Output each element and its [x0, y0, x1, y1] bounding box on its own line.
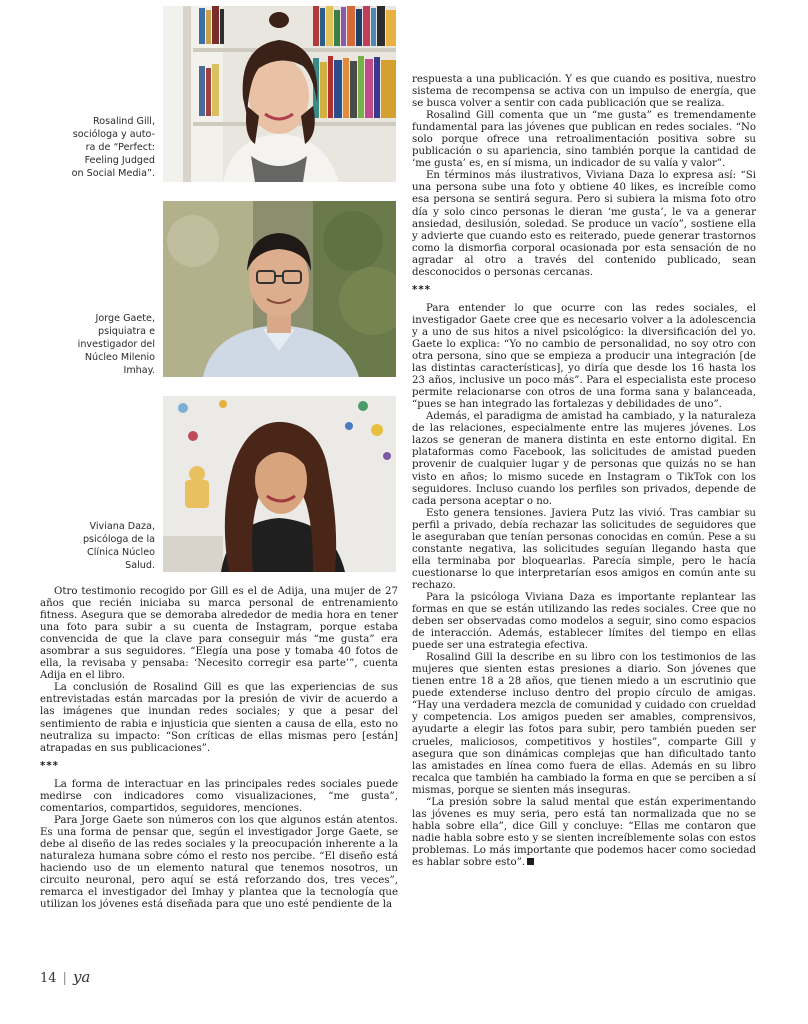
paragraph: respuesta a una publicación. Y es que cuando es positiva, nuestro sistema de recompensa se activa con un impulso de energía, que se busca volver a sentir con cada publicación que se realiza.: [412, 74, 756, 110]
paragraph: Para Jorge Gaete son números con los que algunos están atentos. Es una forma de pensar que, según el investigador Jorge Gaete, se debe al diseño de las redes sociales y la preocupación inherente a la naturaleza humana sobre cómo el resto nos percibe. “El diseño está haciendo uso de un elemento natural que tenemos nosotros, un circuito neuronal, pero aquí se está reforzando dos, tres veces”, remarca el investigador del Imhay y plantea que la tecnología que utilizan los jóvenes está diseñada para que uno esté pendiente de la: [40, 814, 398, 911]
footer-divider: |: [62, 971, 67, 986]
paragraph-final: [412, 797, 756, 869]
caption-rosalind-gill: Rosalind Gill, socióloga y auto- ra de “Perfect: Feeling Judged on Social Media”.: [71, 116, 155, 179]
photo-viviana-daza: [163, 396, 396, 572]
paragraph: Rosalind Gill comenta que un “me gusta” es tremendamente fundamental para las jóvenes que publican en redes sociales. “No solo porque ofrece una retroalimentación positiva sobre su publicación o su apariencia, sino también porque la cantidad de ‘me gusta’ es, en sí misma, un indicador de su valía y valor”.: [412, 110, 756, 170]
paragraph: Para entender lo que ocurre con las redes sociales, el investigador Gaete cree que es necesario volver a la adolescencia y a uno de sus hitos a nivel psicológico: la diversificación del yo. Gaete lo explica: “Yo no cambio de personalidad, no soy otro con otra persona, sino que se empieza a producir una integración [de las distintas características], yo diría que desde los 16 hasta los 23 años, inclusive un poco más”. Para el especialista este proceso permite relacionarse con otros de una forma sana y balanceada, “pues se han integrado las fortalezas y debilidades de uno”.: [412, 302, 756, 411]
end-mark-icon: [527, 858, 534, 865]
photo-rosalind-gill: [163, 6, 396, 182]
page-footer: [40, 968, 90, 986]
photo-jorge-gaete: [163, 201, 396, 377]
article-right-column: [412, 74, 756, 869]
paragraph: Rosalind Gill la describe en su libro con los testimonios de las mujeres que sienten estas presiones a diario. Son jóvenes que tienen entre 18 a 28 años, que tienen miedo a un escrutinio que puede extenderse incluso dentro del propio círculo de amigas. “Hay una verdadera mezcla de comunidad y cuidado con crueldad y competencia. Los amigos pueden ser amables, comprensivos, ayudarte a elegir las fotos para subir, pero también pueden ser crueles, maliciosos, competitivos y hostiles”, comparte Gill y asegura que son dinámicas complejas que han dificultado tanto las amistades en línea como fuera de ellas. Además en su libro recalca que también ha cambiado la forma en que se perciben a sí mismas, porque se sienten más inseguras.: [412, 652, 756, 796]
paragraph: Para la psicóloga Viviana Daza es importante replantear las formas en que se están utilizando las redes sociales. Cree que no deben ser observadas como modelos a seguir, sino como espacios de interacción. Además, establecer límites del tiempo en ellas puede ser una estrategia efectiva.: [412, 591, 756, 652]
magazine-logo: ya: [72, 968, 91, 986]
caption-viviana-daza: Viviana Daza, psicóloga de la Clínica Núcleo Salud.: [82, 521, 155, 571]
paragraph-final-text: “La presión sobre la salud mental que están experimentando las jóvenes es muy seria, pero está tan normalizada que no se habla sobre ella”, dice Gill y concluye: “Ellas me contaron que nadie habla sobre esto y se sienten increíblemente solas con estos problemas. Lo más importante que podemos hacer como sociedad es hablar sobre esto”.: [412, 796, 756, 868]
page-number: 14: [40, 971, 57, 986]
caption-jorge-gaete: Jorge Gaete, psiquiatra e investigador del Núcleo Milenio Imhay.: [77, 313, 155, 376]
section-separator: ***: [40, 760, 59, 772]
article-left-column: [40, 586, 398, 911]
paragraph: La conclusión de Rosalind Gill es que las experiencias de sus entrevistadas están marcadas por la presión de vivir de acuerdo a las imágenes que inundan redes sociales; y que a pesar del sentimiento de rabia e injusticia que sienten a causa de ella, esto no neutraliza su impacto: “Son críticas de ellas mismas pero [están] atrapadas en sus publicaciones”.: [40, 682, 398, 754]
paragraph: En términos más ilustrativos, Viviana Daza lo expresa así: “Si una persona sube una foto y obtiene 40 likes, es increíble como esa persona se sentirá segura. Pero si subiera la misma foto otro día y solo cinco personas le dieran ‘me gusta’, le va a generar ansiedad, desilusión, soledad. Se produce un vacío”, sostiene ella y advierte que cuando esto es reiterado, puede generar trastornos como la dismorfia corporal ocasionada por esta sensación de no agradar al otro a través del contenido publicado, sean desconocidos o personas cercanas.: [412, 170, 756, 278]
paragraph: Además, el paradigma de amistad ha cambiado, y la naturaleza de las relaciones, especialmente entre las mujeres jóvenes. Los lazos se generan de manera distinta en este entorno digital. En plataformas como Facebook, las solicitudes de amistad pueden provenir de cualquier lugar y de personas que quizás no se han visto en años; lo mismo sucede en Instagram o TikTok con los seguidores. Incluso cuando los perfiles son privados, depende de cada persona aceptar o no.: [412, 411, 756, 507]
paragraph: La forma de interactuar en las principales redes sociales puede medirse con indicadores como visualizaciones, “me gusta”, comentarios, compartidos, seguidores, menciones.: [40, 778, 398, 814]
section-separator: ***: [412, 284, 431, 296]
paragraph: Otro testimonio recogido por Gill es el de Adija, una mujer de 27 años que recién iniciaba su marca personal de entrenamiento fitness. Asegura que se demoraba alrededor de media hora en tener una foto para subir a su cuenta de Instagram, porque estaba convencida de que la clave para conseguir más “me gusta” era asombrar a sus seguidores. “Elegía una pose y tomaba 40 fotos de ella, la revisaba y pensaba: ‘Necesito corregir esa parte’”, cuenta Adija en el libro.: [40, 586, 398, 682]
paragraph: Esto genera tensiones. Javiera Putz las vivió. Tras cambiar su perfil a privado, debía rechazar las solicitudes de seguidores que le aseguraban que tenían personas conocidas en común. Pese a su constante negativa, las solicitudes seguían llegando hasta que ella terminaba por bloquearlas. Parecía simple, pero le hacía cuestionarse lo que interpretarían esos amigos en común ante su rechazo.: [412, 507, 756, 591]
